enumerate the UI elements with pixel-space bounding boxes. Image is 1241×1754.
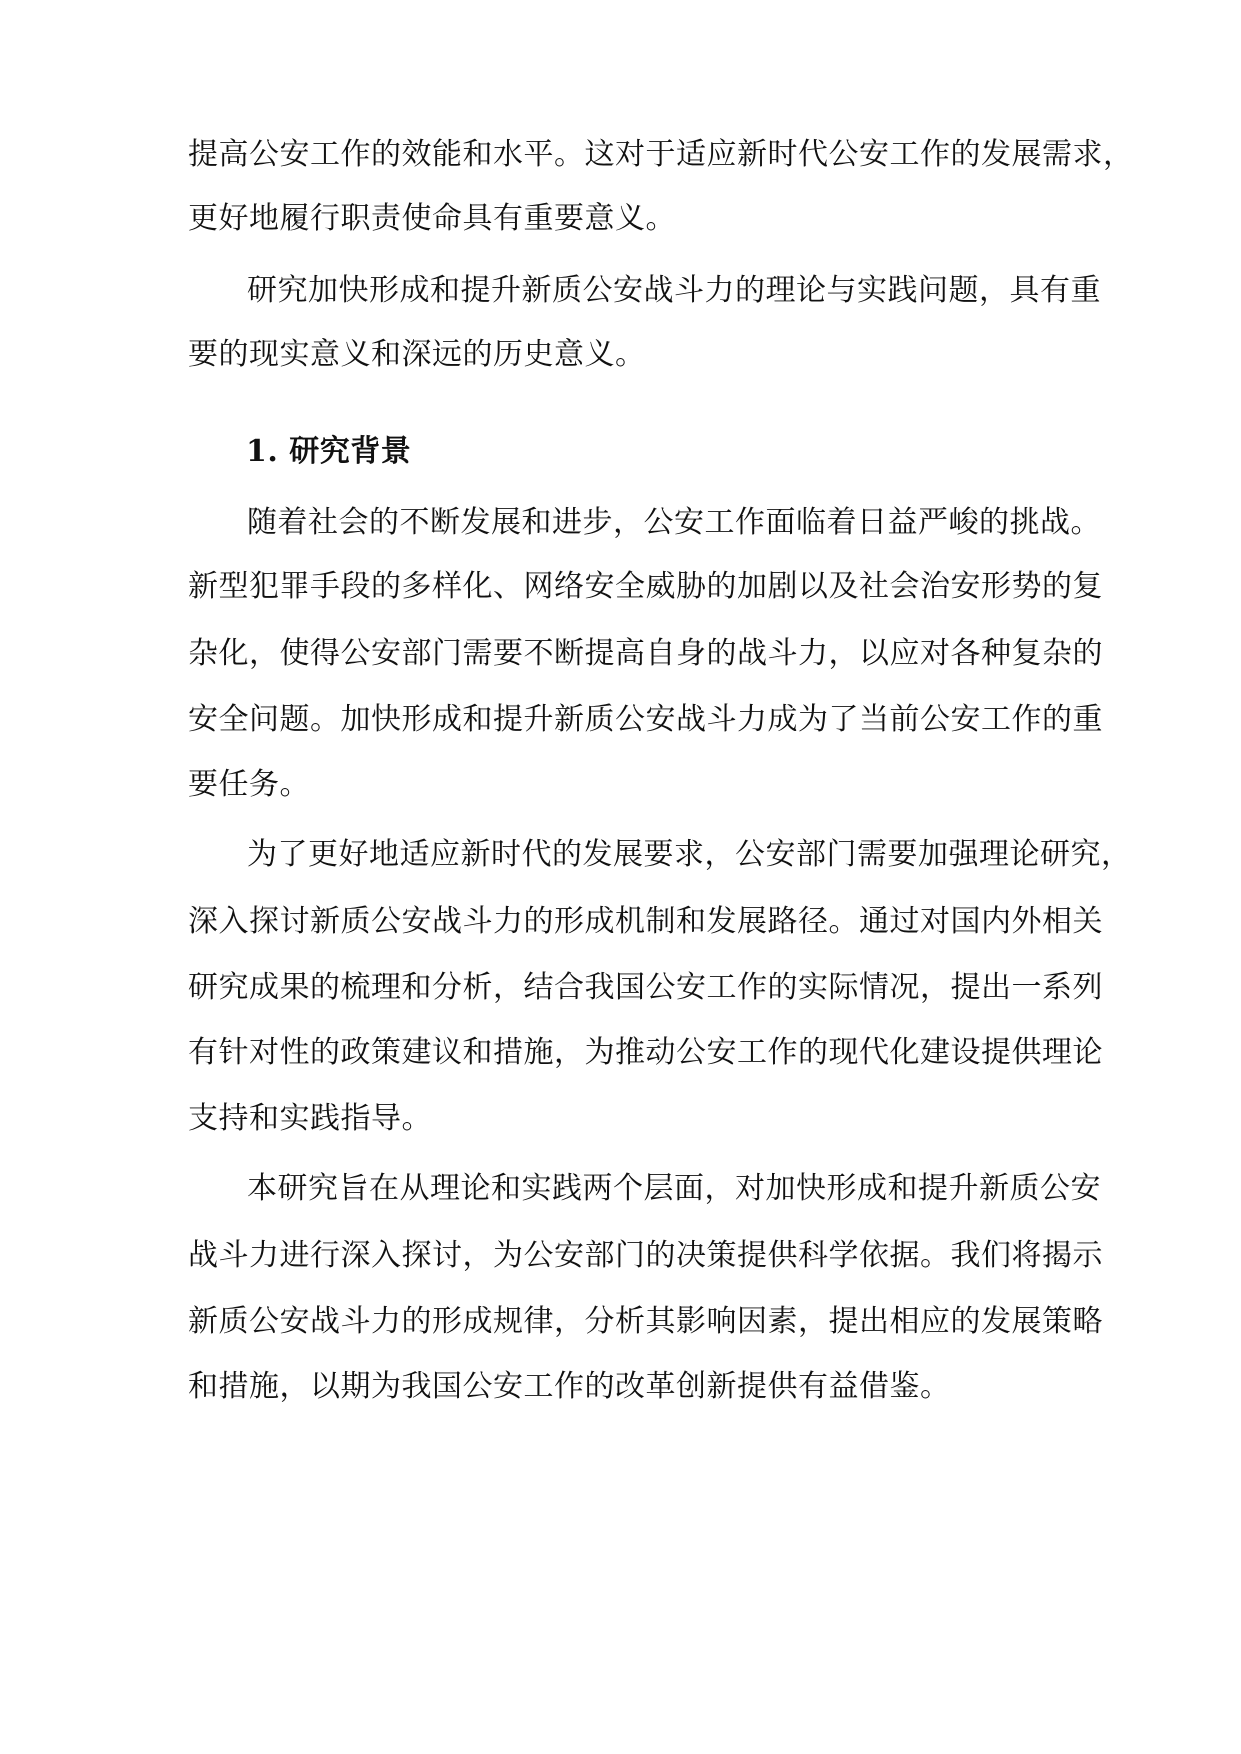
section-paragraph-1-line-1: 随着社会的不断发展和进步，公安工作面临着日益严峻的挑战。 (247, 505, 1101, 540)
section-paragraph-3-line-1: 本研究旨在从理论和实践两个层面，对加快形成和提升新质公安 (247, 1171, 1101, 1206)
section-paragraph-1-line-5: 要任务。 (188, 767, 310, 802)
section-paragraph-3-line-3: 新质公安战斗力的形成规律，分析其影响因素，提出相应的发展策略 (188, 1304, 1103, 1339)
section-paragraph-2-line-1: 为了更好地适应新时代的发展要求，公安部门需要加强理论研究， (247, 837, 1132, 872)
section-paragraph-3-line-2: 战斗力进行深入探讨，为公安部门的决策提供科学依据。我们将揭示 (188, 1238, 1103, 1273)
section-paragraph-1-line-2: 新型犯罪手段的多样化、网络安全威胁的加剧以及社会治安形势的复 (188, 569, 1103, 604)
section-paragraph-2-line-5: 支持和实践指导。 (188, 1101, 432, 1136)
paragraph-1-line-1: 提高公安工作的效能和水平。这对于适应新时代公安工作的发展需求， (188, 137, 1134, 172)
section-paragraph-1-line-3: 杂化，使得公安部门需要不断提高自身的战斗力，以应对各种复杂的 (188, 636, 1103, 671)
section-paragraph-2-line-2: 深入探讨新质公安战斗力的形成机制和发展路径。通过对国内外相关 (188, 904, 1103, 939)
paragraph-2-line-1: 研究加快形成和提升新质公安战斗力的理论与实践问题，具有重 (247, 273, 1101, 308)
section-paragraph-3-line-4: 和措施，以期为我国公安工作的改革创新提供有益借鉴。 (188, 1369, 951, 1404)
paragraph-2-line-2: 要的现实意义和深远的历史意义。 (188, 337, 646, 372)
paragraph-1-line-2: 更好地履行职责使命具有重要意义。 (188, 201, 676, 236)
section-paragraph-2-line-3: 研究成果的梳理和分析，结合我国公安工作的实际情况，提出一系列 (188, 970, 1103, 1005)
section-paragraph-1-line-4: 安全问题。加快形成和提升新质公安战斗力成为了当前公安工作的重 (188, 702, 1103, 737)
section-paragraph-2-line-4: 有针对性的政策建议和措施，为推动公安工作的现代化建设提供理论 (188, 1035, 1103, 1070)
section-heading: 1. 研究背景 (246, 434, 412, 469)
